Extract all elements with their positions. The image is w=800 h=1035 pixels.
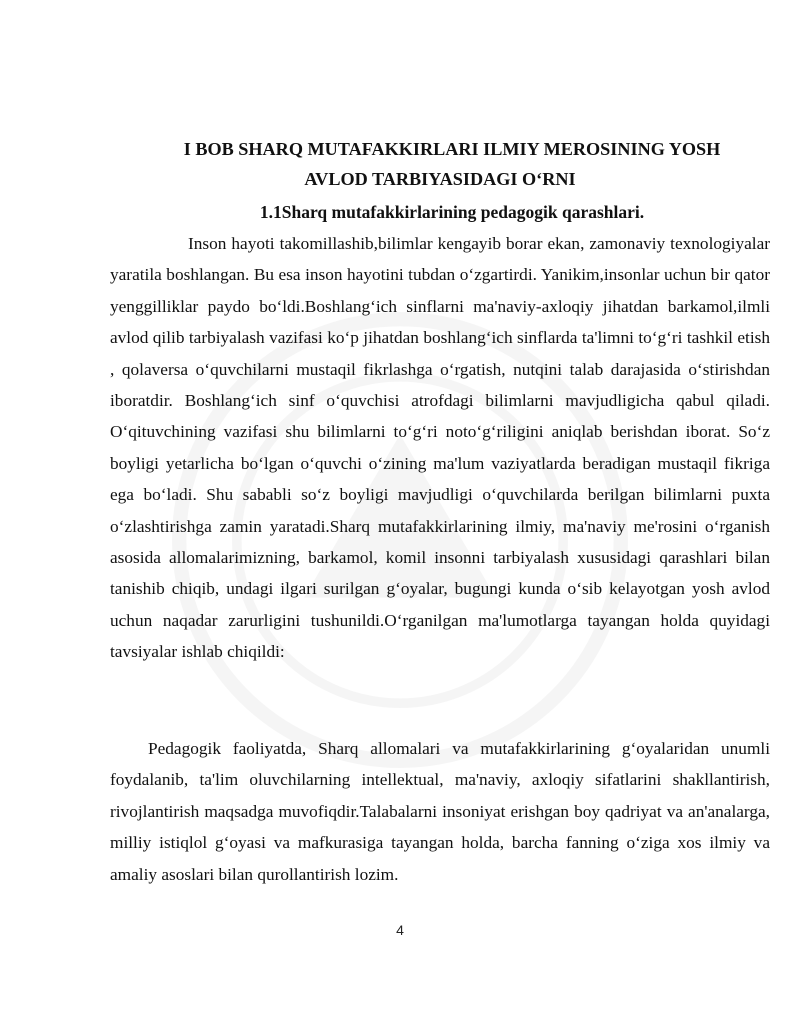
body-paragraph-2: Pedagogik faoliyatda, Sharq allomalari va mutafakkirlarining g‘oyalaridan unumli foydalanib, ta'lim oluvchilarning intellektual, ma'naviy, axloqiy sifatlarini shakllantirish, rivojlantirish maqsadga muvofiqdir.Talabalarni insoniyat erishgan boy qadriyat va an'analarga, milliy istiqlol g‘oyasi va mafkurasiga tayangan holda, barcha fanning o‘ziga xos ilmiy va amaliy asoslari bilan qurollantirish lozim. — [110, 739, 770, 884]
body-paragraph-1: Inson hayoti takomillashib,bilimlar kengayib borar ekan, zamonaviy texnologiyalar yaratila boshlangan. Bu esa inson hayotini tubdan o‘zgartirdi. Yanikim,insonlar uchun bir qator yenggilliklar paydo bo‘ldi.Boshlang‘ich sinflarni ma'naviy-axloqiy jihatdan barkamol,ilmli avlod qilib tarbiyalash vazifasi ko‘p jihatdan boshlang‘ich sinflarda ta'limni to‘g‘ri tashkil etish , qolaversa o‘quvchilarni mustaqil fikrlashga o‘rgatish, nutqini talab darajasida o‘stirishdan iboratdir. Boshlang‘ich sinf o‘quvchisi atrofdagi bilimlarni mavjudligicha qabul qiladi. O‘qituvchining vazifasi shu bilimlarni to‘g‘ri noto‘g‘riligini aniqlab berishdan iborat. So‘z boyligi yetarlicha bo‘lgan o‘quvchi o‘zining ma'lum vaziyatlarda beradigan mustaqil fikriga ega bo‘ladi. Shu sababli so‘z boyligi mavjudligi o‘quvchilarda berilgan bilimlarni puxta o‘zlashtirishga zamin yaratadi.Sharq mutafakkirlarining ilmiy, ma'naviy me'rosini o‘rganish asosida allomalarimizning, barkamol, komil insonni tarbiyalash xususidagi qarashlari bilan tanishib chiqib, undagi ilgari surilgan g‘oyalar, bugungi kunda o‘sib kelayotgan yosh avlod uchun naqadar zarurligini tushunildi.O‘rganilgan ma'lumotlarga tayangan holda quyidagi tavsiyalar ishlab chiqildi: — [110, 234, 770, 662]
page-number: 4 — [396, 922, 404, 938]
section-title: 1.1Sharq mutafakkirlarining pedagogik qarashlari. — [259, 202, 645, 222]
chapter-title-line2: AVLOD TARBIYASIDAGI O‘RNI — [304, 169, 576, 189]
chapter-title-line1: I BOB SHARQ MUTAFAKKIRLARI ILMIY MEROSINING YOSH — [183, 139, 721, 159]
